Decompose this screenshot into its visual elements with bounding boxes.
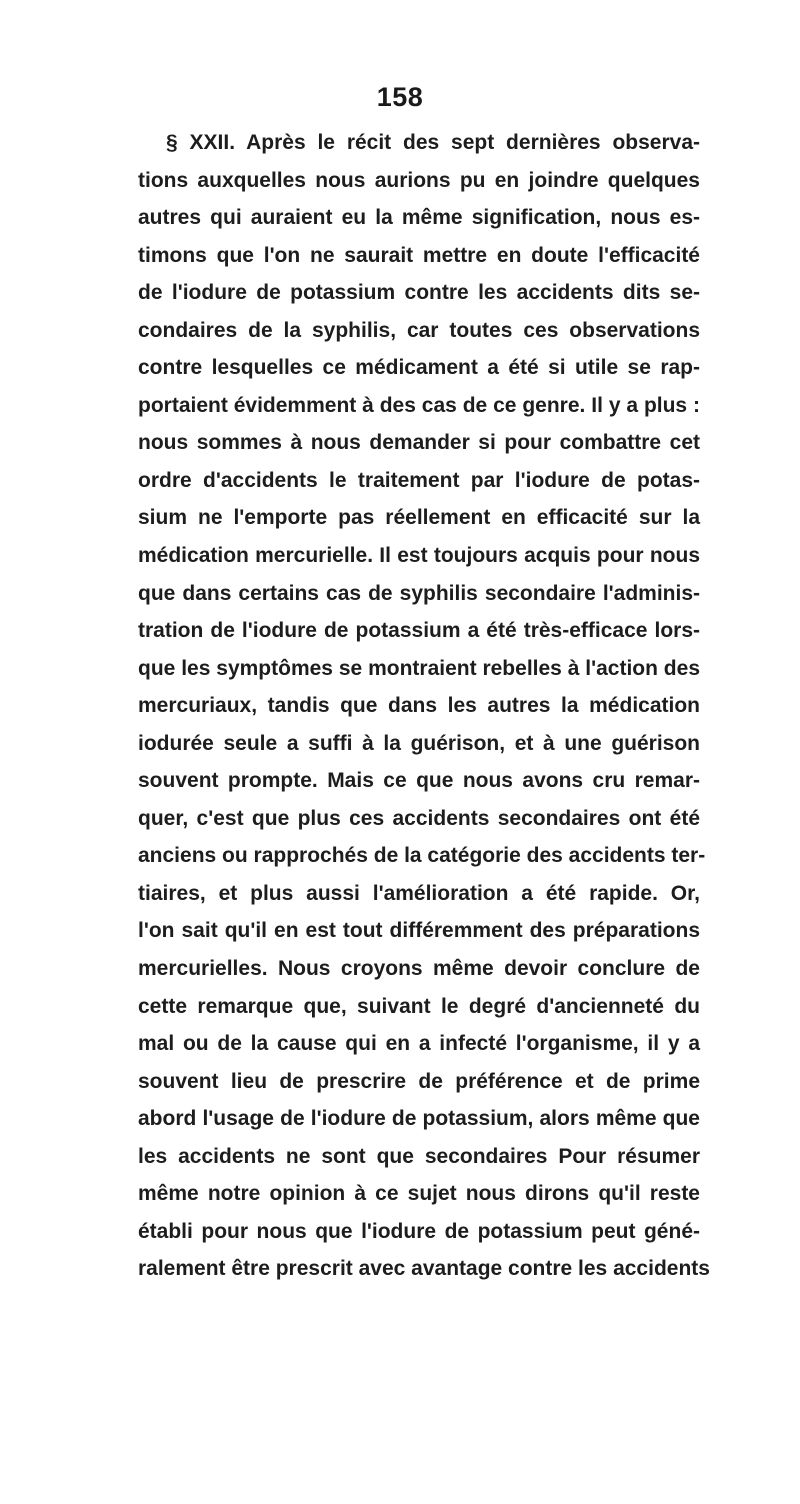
text-line: souvent prompte. Mais ce que nous avons cru remar- — [138, 769, 700, 793]
text-line: souvent lieu de prescrire de préférence et de prime — [138, 1069, 700, 1093]
text-line: § XXII. Après le récit des sept dernières observa- — [166, 131, 700, 154]
text-line: contre lesquelles ce médicament a été si utile se rap- — [138, 356, 700, 380]
text-line: anciens ou rapprochés de la catégorie des accidents ter- — [138, 844, 706, 868]
text-line: que dans certains cas de syphilis secondaire l'adminis- — [138, 581, 700, 605]
text-line: mal ou de la cause qui en a infecté l'organisme, il y a — [138, 1032, 700, 1056]
text-line: abord l'usage de l'iodure de potassium, alors même que — [138, 1107, 700, 1131]
body-paragraph — [138, 124, 710, 1288]
text-line: tration de l'iodure de potassium a été très-efficace lors- — [138, 619, 700, 643]
text-line: cette remarque que, suivant le degré d'ancienneté du — [138, 994, 700, 1018]
text-line: médication mercurielle. Il est toujours acquis pour nous — [138, 544, 700, 568]
text-line: nous sommes à nous demander si pour combattre cet — [138, 431, 700, 455]
page-number: 158 — [376, 82, 424, 112]
text-line: de l'iodure de potassium contre les accidents dits se- — [138, 281, 700, 305]
text-line: portaient évidemment à des cas de ce genre. Il y a plus : — [138, 393, 700, 417]
text-line: l'on sait qu'il en est tout différemment des préparations — [138, 919, 700, 943]
text-line: condaires de la syphilis, car toutes ces observations — [138, 318, 700, 342]
text-line: que les symptômes se montraient rebelles à l'action des — [138, 656, 700, 680]
text-line: tions auxquelles nous aurions pu en joindre quelques — [138, 168, 700, 192]
text-line: timons que l'on ne saurait mettre en doute l'efficacité — [138, 243, 700, 267]
text-line: même notre opinion à ce sujet nous dirons qu'il reste — [138, 1182, 700, 1206]
text-line: iodurée seule a suffi à la guérison, et à une guérison — [138, 731, 700, 755]
text-line: tiaires, et plus aussi l'amélioration a été rapide. Or, — [138, 881, 700, 905]
text-line: sium ne l'emporte pas réellement en efficacité sur la — [138, 506, 700, 530]
text-line: établi pour nous que l'iodure de potassium peut géné- — [138, 1219, 700, 1243]
text-line: quer, c'est que plus ces accidents secondaires ont été — [138, 806, 700, 830]
text-line: les accidents ne sont que secondaires Pour résumer — [138, 1144, 700, 1168]
text-line: ralement être prescrit avec avantage contre les accidents — [138, 1257, 710, 1281]
text-line: autres qui auraient eu la même signification, nous es- — [138, 206, 700, 230]
text-line: ordre d'accidents le traitement par l'iodure de potas- — [138, 468, 700, 492]
text-line: mercurielles. Nous croyons même devoir conclure de — [138, 957, 700, 981]
text-line: mercuriaux, tandis que dans les autres la médication — [138, 694, 700, 718]
